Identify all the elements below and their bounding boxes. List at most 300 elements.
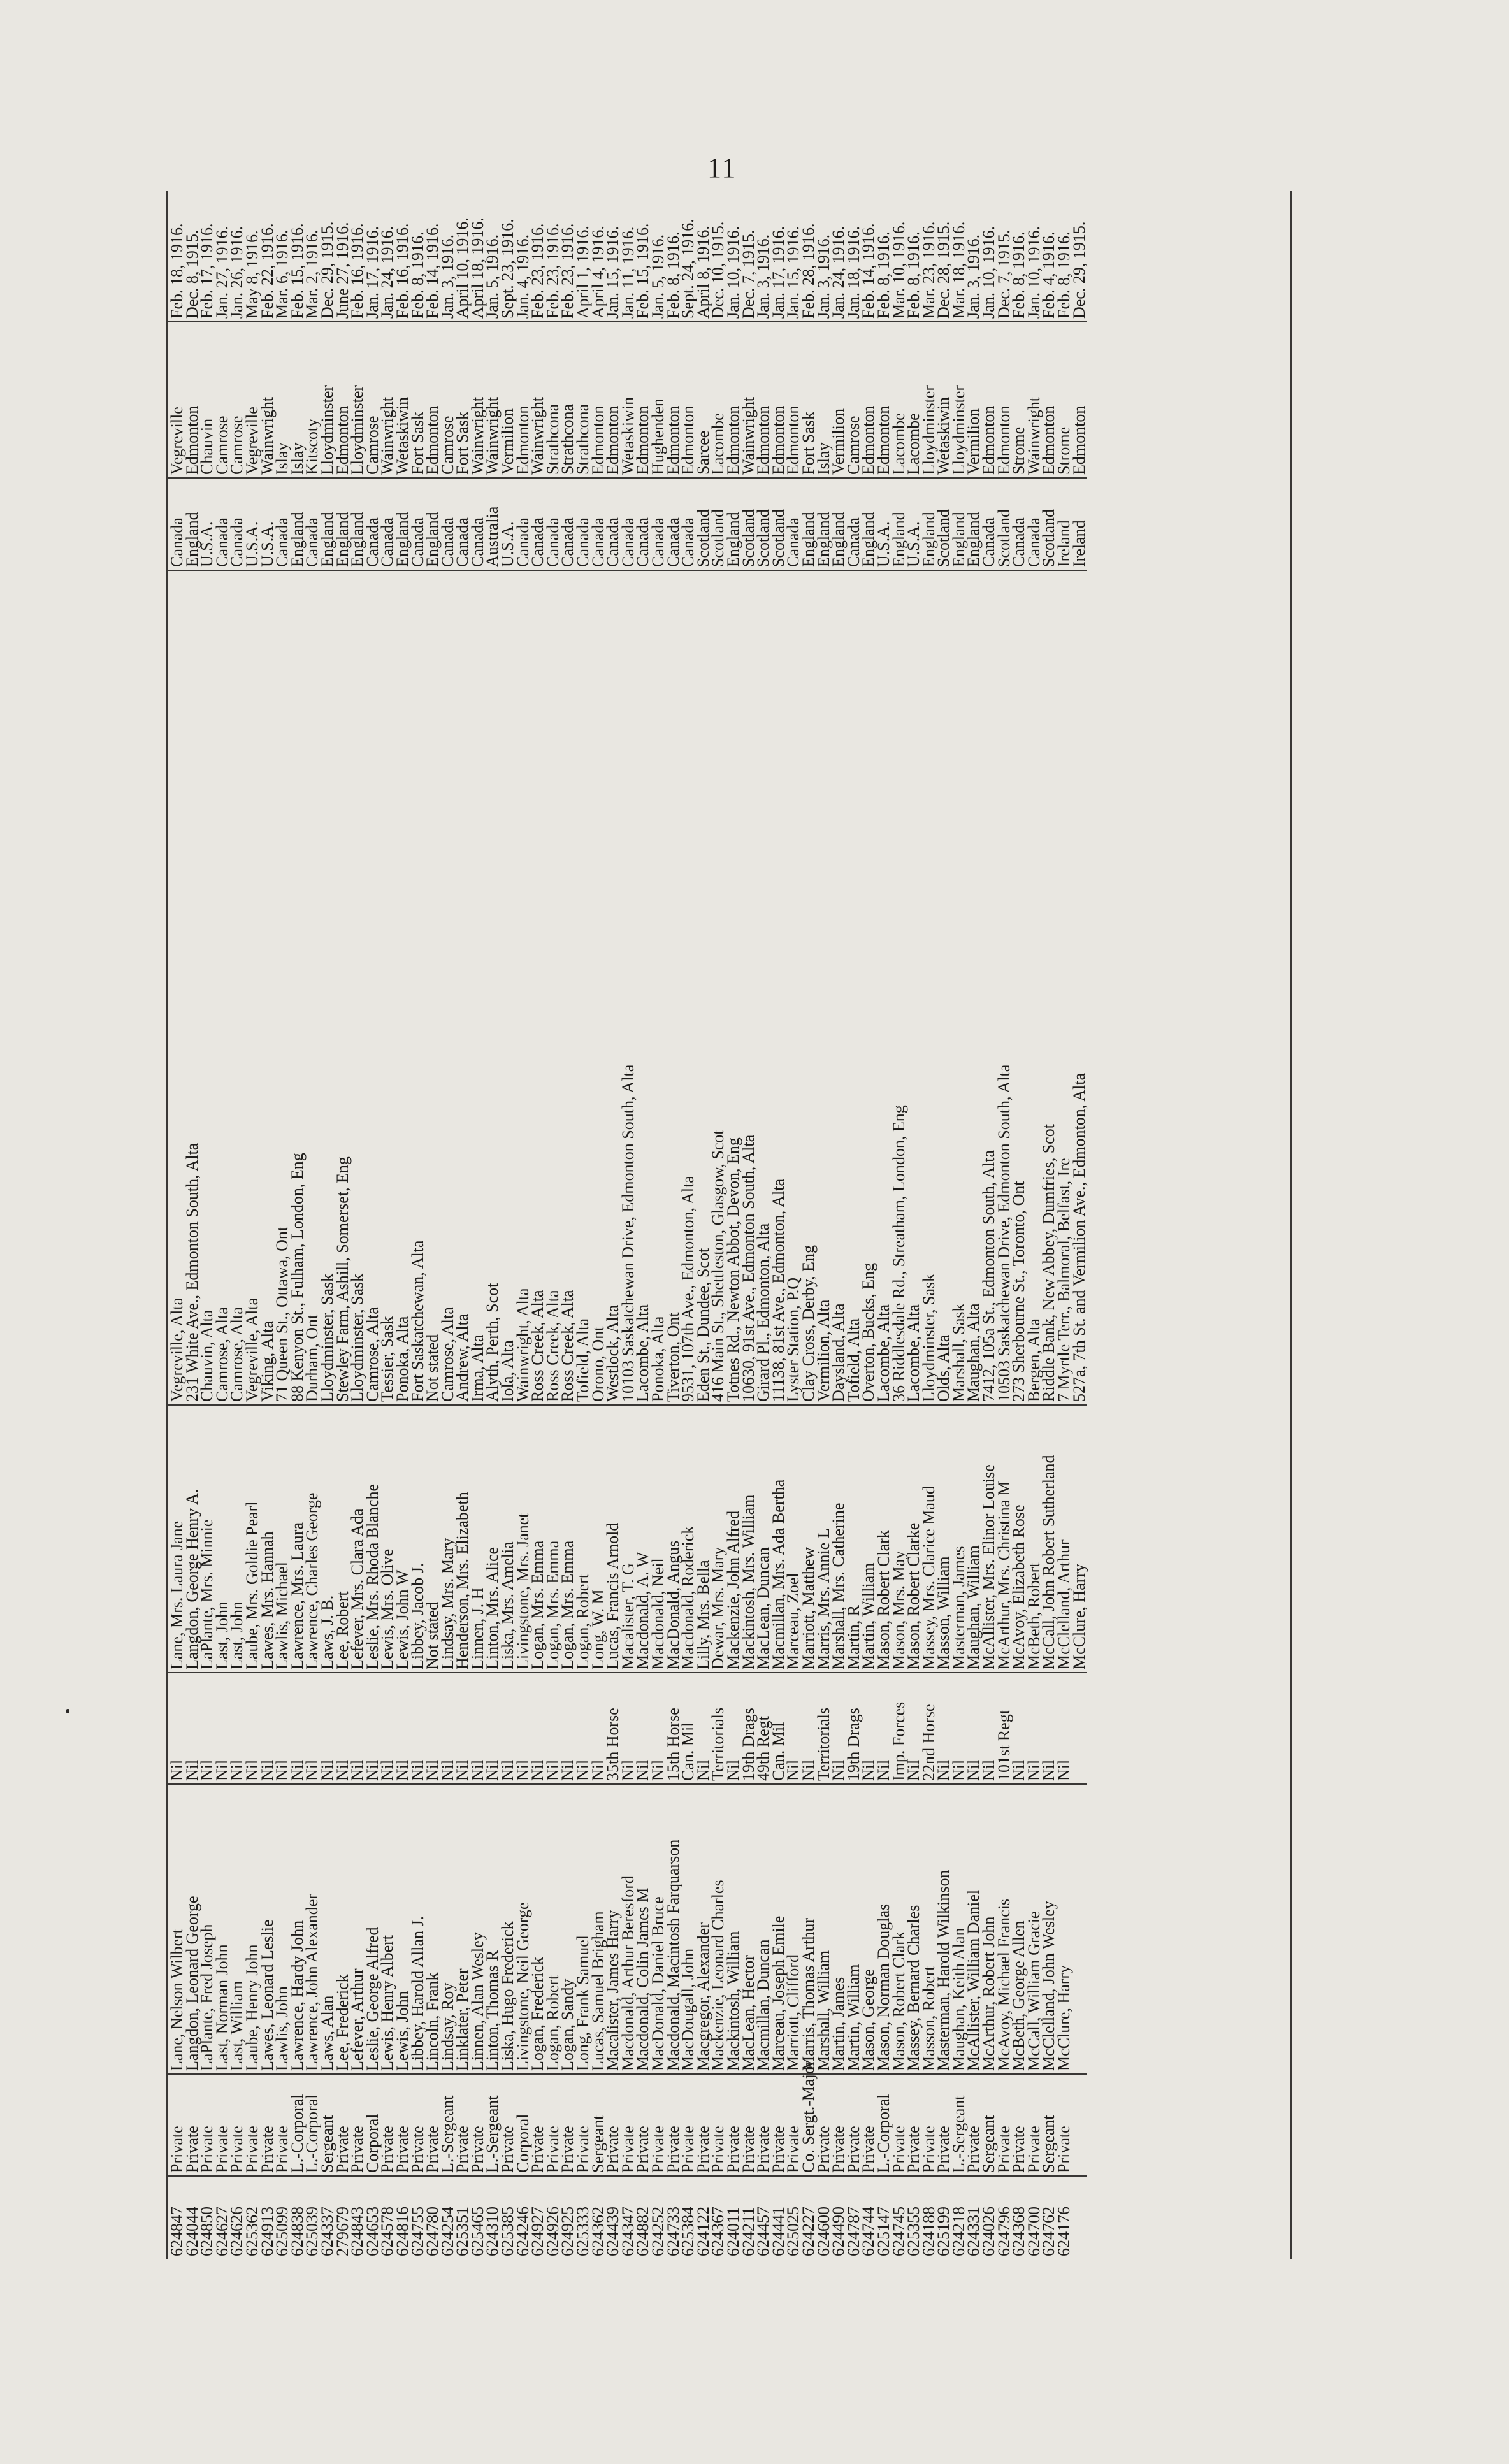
rank-cell: Private	[185, 2074, 200, 2176]
name-cell: Mackintosh, William	[726, 1784, 741, 2074]
number-cell: 624578	[378, 2207, 397, 2256]
name-cell: Lawes, Leonard Leslie	[260, 1784, 275, 2074]
rank-cell: Private	[245, 2074, 260, 2176]
place-cell: Edmonton	[666, 322, 681, 478]
address-cell: Bergen, Alta	[1027, 570, 1042, 1405]
name-cell: Lindsay, Roy	[440, 1784, 456, 2074]
number-cell: 624337	[317, 2207, 336, 2256]
country-cell: Scotland	[756, 478, 771, 570]
former_corps-cell: Nil	[166, 1673, 185, 1784]
country-cell: England	[320, 478, 335, 570]
name-cell: Linton, Thomas R	[485, 1784, 500, 2074]
address-cell: 88 Kenyon St., Fulham, London, Eng	[290, 570, 305, 1405]
address-cell: Ponoka, Alta	[651, 570, 666, 1405]
country-cell: Canada	[635, 478, 651, 570]
rank-cell: Private	[892, 2074, 907, 2176]
number-cell: 624246	[513, 2207, 532, 2256]
date-cell: April 18, 1916.	[470, 191, 486, 322]
place-cell: Wainwright	[485, 322, 500, 478]
name-cell: Last, Norman John	[215, 1784, 230, 2074]
date-cell: Dec. 29, 1915.	[1072, 191, 1087, 322]
address-cell: Irma, Alta	[470, 570, 486, 1405]
name-cell: Macmillan, Duncan	[756, 1784, 771, 2074]
rank-cell: Corporal	[365, 2074, 380, 2176]
date-cell: Jan. 24, 1916.	[380, 191, 395, 322]
country-cell: England	[966, 478, 981, 570]
place-cell: Vegreville	[166, 322, 185, 478]
date-cell: Feb. 8, 1916.	[876, 191, 892, 322]
name-cell: McArthur, Robert John	[981, 1784, 997, 2074]
rank-cell: Co. Sergt.-Major	[801, 2074, 816, 2176]
address-cell: Totnes Rd., Newton Abbot, Devon, Eng	[726, 570, 741, 1405]
country-cell: England	[951, 478, 967, 570]
next_of_kin-cell: Martin, William	[861, 1405, 876, 1673]
rank-cell: Private	[350, 2074, 365, 2176]
date-cell: Dec. 29, 1915.	[320, 191, 335, 322]
table-row	[410, 191, 426, 2259]
place-cell: Edmonton	[861, 322, 876, 478]
rank-cell	[1072, 2074, 1087, 2176]
address-cell: Alyth, Perth, Scot	[485, 570, 500, 1405]
former_corps-cell: Nil	[831, 1673, 846, 1784]
name-cell: Mason, George	[861, 1784, 876, 2074]
number-cell: 624600	[814, 2207, 833, 2256]
number-cell: 624816	[393, 2207, 412, 2256]
country-cell: England	[816, 478, 832, 570]
number-cell: 625147	[874, 2207, 893, 2256]
address-cell: Lloydminster, Sask	[350, 570, 365, 1405]
country-cell: Canada	[1027, 478, 1042, 570]
name-cell: Laube, Henry John	[245, 1784, 260, 2074]
former_corps-cell: Nil	[516, 1673, 531, 1784]
place-cell: Strome	[1011, 322, 1027, 478]
date-cell: Dec. 7, 1915.	[741, 191, 756, 322]
country-cell: Canada	[305, 478, 320, 570]
address-cell: Riddle Bank, New Abbey, Dumfries, Scot	[1041, 570, 1057, 1405]
rank-cell: Private	[621, 2074, 636, 2176]
address-cell: 527a, 7th St. and Vermilion Ave., Edmonton, Alta	[1072, 570, 1087, 1405]
rank-cell: Private	[936, 2074, 951, 2176]
name-cell: Lucas, Samuel Brigham	[591, 1784, 606, 2074]
former_corps-cell: Nil	[966, 1673, 981, 1784]
table-row	[545, 191, 561, 2259]
next_of_kin-cell: Linnen, J. H	[470, 1405, 486, 1673]
name-cell: Martin, William	[846, 1784, 862, 2074]
table-row	[801, 191, 816, 2259]
place-cell: Edmonton	[335, 322, 350, 478]
next_of_kin-cell: Lewis, Mrs. Olive	[380, 1405, 395, 1673]
name-cell	[1072, 1784, 1087, 2074]
address-cell: Stewley Farm, Ashill, Somerset, Eng	[335, 570, 350, 1405]
next_of_kin-cell: Laube, Mrs. Goldie Pearl	[245, 1405, 260, 1673]
former_corps-cell: Nil	[305, 1673, 320, 1784]
country-cell: Scotland	[997, 478, 1012, 570]
rank-cell: Private	[215, 2074, 230, 2176]
address-cell: Durham, Ont	[305, 570, 320, 1405]
name-cell: Marshall, William	[816, 1784, 832, 2074]
table-row	[906, 191, 921, 2259]
rank-cell: Private	[335, 2074, 350, 2176]
address-cell: Lloydminster, Sask	[320, 570, 335, 1405]
place-cell: Edmonton	[981, 322, 997, 478]
former_corps-cell: 19th Drags	[846, 1673, 862, 1784]
rank-cell: L.-Sergeant	[485, 2074, 500, 2176]
date-cell: Feb. 23, 1916.	[545, 191, 561, 322]
rank-cell: Private	[275, 2074, 290, 2176]
address-cell: 36 Riddlesdale Rd., Streatham, London, Eng	[892, 570, 907, 1405]
name-cell: Massey, Bernard Charles	[906, 1784, 921, 2074]
next_of_kin-cell: Lilly, Mrs. Bella	[696, 1405, 711, 1673]
date-cell: June 27, 1916.	[335, 191, 350, 322]
rank-cell: Private	[816, 2074, 832, 2176]
rank-cell: Private	[425, 2074, 440, 2176]
address-cell: Chauvin, Alta	[199, 570, 215, 1405]
place-cell: Camrose	[365, 322, 380, 478]
date-cell: Jan. 5, 1916.	[651, 191, 666, 322]
next_of_kin-cell: Macalister, T. G	[621, 1405, 636, 1673]
former_corps-cell: 19th Drags	[741, 1673, 756, 1784]
date-cell: Feb. 8, 1916.	[666, 191, 681, 322]
address-cell: Maughan, Alta	[966, 570, 981, 1405]
date-cell: Dec. 7, 1915.	[997, 191, 1012, 322]
former_corps-cell: Nil	[591, 1673, 606, 1784]
table-row	[1072, 191, 1087, 2259]
date-cell: Dec. 28, 1915.	[936, 191, 951, 322]
date-cell: Mar. 6, 1916.	[275, 191, 290, 322]
next_of_kin-cell: Logan, Mrs. Emma	[545, 1405, 561, 1673]
date-cell: Jan. 10, 1916.	[1027, 191, 1042, 322]
place-cell: Wainwright	[1027, 322, 1042, 478]
former_corps-cell: Nil	[290, 1673, 305, 1784]
table-row	[380, 191, 395, 2259]
next_of_kin-cell: Long, W. M	[591, 1405, 606, 1673]
page-number: 11	[707, 152, 737, 184]
place-cell: Islay	[275, 322, 290, 478]
next_of_kin-cell: Maughan, William	[966, 1405, 981, 1673]
name-cell: MacLean, Hector	[741, 1784, 756, 2074]
country-cell: Canada	[621, 478, 636, 570]
date-cell: Jan. 17, 1916.	[365, 191, 380, 322]
rank-cell: Private	[846, 2074, 862, 2176]
number-cell	[1072, 2176, 1087, 2259]
date-cell: Feb. 14, 1916.	[425, 191, 440, 322]
number-cell: 624367	[709, 2207, 728, 2256]
place-cell: Camrose	[846, 322, 862, 478]
place-cell: Wainwright	[470, 322, 486, 478]
number-cell: 624362	[588, 2207, 607, 2256]
date-cell: Feb. 16, 1916.	[350, 191, 365, 322]
former_corps-cell: 35th Horse	[605, 1673, 621, 1784]
country-cell: Canada	[605, 478, 621, 570]
number-cell: 624843	[348, 2207, 367, 2256]
rank-cell: Private	[681, 2074, 696, 2176]
place-cell: Islay	[816, 322, 832, 478]
table-row	[470, 191, 486, 2259]
next_of_kin-cell: McBeth, Robert	[1027, 1405, 1042, 1673]
table-row	[831, 191, 846, 2259]
number-cell: 624347	[618, 2207, 637, 2256]
name-cell: Last, William	[229, 1784, 245, 2074]
address-cell: 7412, 105a St., Edmonton South, Alta	[981, 570, 997, 1405]
number-cell: 624122	[693, 2207, 712, 2256]
number-cell: 624926	[543, 2207, 562, 2256]
name-cell: Linnen, Alan Wesley	[470, 1784, 486, 2074]
address-cell: Lacombe, Alta	[635, 570, 651, 1405]
rank-cell: Private	[455, 2074, 470, 2176]
name-cell: Lewis, John	[395, 1784, 410, 2074]
rank-cell: Private	[726, 2074, 741, 2176]
rank-cell: Private	[199, 2074, 215, 2176]
name-cell: MacDonald, Daniel Bruce	[651, 1784, 666, 2074]
date-cell: Mar. 10, 1916.	[892, 191, 907, 322]
country-cell: Canada	[545, 478, 561, 570]
name-cell: Langdon, Leonard George	[185, 1784, 200, 2074]
place-cell: Vegreville	[245, 322, 260, 478]
former_corps-cell: Nil	[726, 1673, 741, 1784]
number-cell: 624847	[168, 2207, 186, 2256]
rank-cell: Private	[166, 2074, 185, 2176]
country-cell: Canada	[440, 478, 456, 570]
next_of_kin-cell: Mason, Robert Clark	[876, 1405, 892, 1673]
country-cell: U.S.A.	[260, 478, 275, 570]
next_of_kin-cell: Martin, R	[846, 1405, 862, 1673]
next_of_kin-cell: Massey, Mrs. Clarice Maud	[921, 1405, 937, 1673]
place-cell: Wainwright	[741, 322, 756, 478]
name-cell: McAllister, William Daniel	[966, 1784, 981, 2074]
rank-cell: Private	[756, 2074, 771, 2176]
country-cell: Ireland	[1072, 478, 1087, 570]
name-cell: Marris, Thomas Arthur	[801, 1784, 816, 2074]
former_corps-cell: Nil	[1057, 1673, 1072, 1784]
name-cell: McClure, Harry	[1057, 1784, 1072, 2074]
next_of_kin-cell: Macdonald, Roderick	[681, 1405, 696, 1673]
address-cell: Tessier, Sask	[380, 570, 395, 1405]
next_of_kin-cell: LaPlante, Mrs. Minnie	[199, 1405, 215, 1673]
table-row	[425, 191, 440, 2259]
address-cell: Marshall, Sask	[951, 570, 967, 1405]
name-cell: Libbey, Harold Allan J.	[410, 1784, 426, 2074]
name-cell: Marriott, Clifford	[786, 1784, 801, 2074]
country-cell: England	[831, 478, 846, 570]
former_corps-cell: Nil	[981, 1673, 997, 1784]
date-cell: April 4, 1916.	[591, 191, 606, 322]
date-cell: Mar. 2, 1916.	[305, 191, 320, 322]
country-cell: Canada	[516, 478, 531, 570]
rank-cell: Private	[1057, 2074, 1072, 2176]
number-cell: 624796	[994, 2207, 1013, 2256]
number-cell: 624762	[1039, 2207, 1058, 2256]
former_corps-cell: Nil	[621, 1673, 636, 1784]
country-cell: Scotland	[696, 478, 711, 570]
next_of_kin-cell: Logan, Mrs. Emma	[530, 1405, 545, 1673]
date-cell: Jan. 3, 1916.	[966, 191, 981, 322]
address-cell: Camrose, Alta	[365, 570, 380, 1405]
number-cell: 624439	[603, 2207, 623, 2256]
former_corps-cell: Nil	[635, 1673, 651, 1784]
former_corps-cell: Nil	[951, 1673, 967, 1784]
table-row	[305, 191, 320, 2259]
address-cell: Girard Pl., Edmonton, Alta	[756, 570, 771, 1405]
name-cell: McCall, William Gracie	[1027, 1784, 1042, 2074]
former_corps-cell: Nil	[380, 1673, 395, 1784]
country-cell: England	[801, 478, 816, 570]
next_of_kin-cell: Last, John	[229, 1405, 245, 1673]
name-cell: Lewis, Henry Albert	[380, 1784, 395, 2074]
name-cell: Macdonald, Colin James M	[635, 1784, 651, 2074]
table-row	[846, 191, 862, 2259]
country-cell: U.S.A.	[245, 478, 260, 570]
country-cell: Canada	[410, 478, 426, 570]
former_corps-cell: 101st Regt	[997, 1673, 1012, 1784]
former_corps-cell: Nil	[560, 1673, 575, 1784]
name-cell: Lawrence, John Alexander	[305, 1784, 320, 2074]
rank-cell: Private	[575, 2074, 591, 2176]
country-cell: U.S.A.	[500, 478, 516, 570]
next_of_kin-cell: MacLean, Duncan	[756, 1405, 771, 1673]
country-cell: England	[425, 478, 440, 570]
next_of_kin-cell: Masson, William	[936, 1405, 951, 1673]
name-cell: Laws, Alan	[320, 1784, 335, 2074]
former_corps-cell: Nil	[545, 1673, 561, 1784]
next_of_kin-cell: Logan, Mrs. Emma	[560, 1405, 575, 1673]
country-cell: Canada	[575, 478, 591, 570]
former_corps-cell: Nil	[440, 1673, 456, 1784]
country-cell: Canada	[470, 478, 486, 570]
rank-cell: Sergeant	[591, 2074, 606, 2176]
next_of_kin-cell: Livingstone, Mrs. Janet	[516, 1405, 531, 1673]
rank-cell: Corporal	[516, 2074, 531, 2176]
date-cell: Dec. 10, 1915.	[711, 191, 726, 322]
address-cell: 71 Queen St., Ottawa, Ont	[275, 570, 290, 1405]
date-cell: Jan. 15, 1916.	[786, 191, 801, 322]
name-cell: Masterman, Harold Wilkinson	[936, 1784, 951, 2074]
place-cell: Edmonton	[771, 322, 786, 478]
name-cell: Maughan, Keith Alan	[951, 1784, 967, 2074]
country-cell: Canada	[681, 478, 696, 570]
number-cell: 624310	[483, 2207, 502, 2256]
number-cell: 625333	[574, 2207, 593, 2256]
country-cell: Canada	[786, 478, 801, 570]
rank-cell: Private	[260, 2074, 275, 2176]
former_corps-cell: Nil	[500, 1673, 516, 1784]
former_corps-cell: 15th Horse	[666, 1673, 681, 1784]
address-cell: Ponoka, Alta	[395, 570, 410, 1405]
country-cell: Canada	[846, 478, 862, 570]
address-cell: Vermilion, Alta	[816, 570, 832, 1405]
date-cell: Jan. 3, 1916.	[440, 191, 456, 322]
place-cell: Lacombe	[906, 322, 921, 478]
rank-cell: Private	[861, 2074, 876, 2176]
address-cell: Olds, Alta	[936, 570, 951, 1405]
country-cell: England	[290, 478, 305, 570]
date-cell: Feb. 23, 1916.	[530, 191, 545, 322]
place-cell: Lacombe	[711, 322, 726, 478]
name-cell: McAvoy, Michael Francis	[997, 1784, 1012, 2074]
next_of_kin-cell: Mackenzie, John Alfred	[726, 1405, 741, 1673]
date-cell: Feb. 14, 1916.	[861, 191, 876, 322]
next_of_kin-cell: Langdon, George Henry A.	[185, 1405, 200, 1673]
name-cell: McClelland, John Wesley	[1041, 1784, 1057, 2074]
rank-cell: Private	[786, 2074, 801, 2176]
address-cell: Lyster Station, P.Q	[786, 570, 801, 1405]
former_corps-cell: 22nd Horse	[921, 1673, 937, 1784]
address-cell: Fort Saskatchewan, Alta	[410, 570, 426, 1405]
table-row	[771, 191, 786, 2259]
former_corps-cell: Nil	[410, 1673, 426, 1784]
number-cell: 624490	[829, 2207, 848, 2256]
next_of_kin-cell: Dewar, Mrs. Mary	[711, 1405, 726, 1673]
number-cell: 624925	[558, 2207, 577, 2256]
table-row	[395, 191, 410, 2259]
number-cell: 624026	[979, 2207, 999, 2256]
former_corps-cell: Nil	[936, 1673, 951, 1784]
number-cell: 624211	[739, 2207, 758, 2256]
next_of_kin-cell: Last, John	[215, 1405, 230, 1673]
address-cell: 231 White Ave., Edmonton South, Alta	[185, 570, 200, 1405]
number-cell: 624627	[212, 2207, 231, 2256]
next_of_kin-cell: Leslie, Mrs. Rhoda Blanche	[365, 1405, 380, 1673]
table-row	[530, 191, 545, 2259]
address-cell: Camrose, Alta	[440, 570, 456, 1405]
former_corps-cell	[1072, 1673, 1087, 1784]
place-cell: Lloydminster	[320, 322, 335, 478]
address-cell: Wainwright, Alta	[516, 570, 531, 1405]
address-cell: Iola, Alta	[500, 570, 516, 1405]
rank-cell: Sergeant	[1041, 2074, 1057, 2176]
rank-cell: Private	[997, 2074, 1012, 2176]
next_of_kin-cell: Lindsay, Mrs. Mary	[440, 1405, 456, 1673]
country-cell: Scotland	[771, 478, 786, 570]
table-row	[816, 191, 832, 2259]
table-row	[260, 191, 275, 2259]
address-cell: Westlock, Alta	[605, 570, 621, 1405]
former_corps-cell: Imp. Forces	[892, 1673, 907, 1784]
name-cell: Livingstone, Neil George	[516, 1784, 531, 2074]
stray-ink-mark	[66, 1709, 69, 1713]
former_corps-cell: Nil	[876, 1673, 892, 1784]
place-cell: Vermilion	[500, 322, 516, 478]
place-cell: Strathcona	[560, 322, 575, 478]
number-cell: 624882	[633, 2207, 653, 2256]
rank-cell: Private	[666, 2074, 681, 2176]
rank-cell: Private	[229, 2074, 245, 2176]
name-cell: Mason, Norman Douglas	[876, 1784, 892, 2074]
date-cell: Mar. 18, 1916.	[951, 191, 967, 322]
former_corps-cell: Nil	[425, 1673, 440, 1784]
date-cell: Feb. 15, 1916.	[635, 191, 651, 322]
rank-cell: Private	[395, 2074, 410, 2176]
number-cell: 624457	[754, 2207, 773, 2256]
number-cell: 624368	[1009, 2207, 1029, 2256]
former_corps-cell: Nil	[335, 1673, 350, 1784]
address-cell: Overton, Bucks, Eng	[861, 570, 876, 1405]
number-cell: 624744	[859, 2207, 878, 2256]
date-cell: Feb. 16, 1916.	[395, 191, 410, 322]
next_of_kin-cell: Mason, Robert Clarke	[906, 1405, 921, 1673]
rank-cell: Private	[711, 2074, 726, 2176]
place-cell: Edmonton	[185, 322, 200, 478]
country-cell: Canada	[560, 478, 575, 570]
number-cell: 625099	[273, 2207, 292, 2256]
date-cell: Jan. 15, 1916.	[605, 191, 621, 322]
address-cell: Lloydminster, Sask	[921, 570, 937, 1405]
next_of_kin-cell: Marshall, Mrs. Catherine	[831, 1405, 846, 1673]
number-cell: 624850	[198, 2207, 217, 2256]
address-cell: 10630, 91st Ave., Edmonton South, Alta	[741, 570, 756, 1405]
rank-cell: Private	[470, 2074, 486, 2176]
next_of_kin-cell: McArthur, Mrs. Christina M	[997, 1405, 1012, 1673]
name-cell: Logan, Robert	[545, 1784, 561, 2074]
